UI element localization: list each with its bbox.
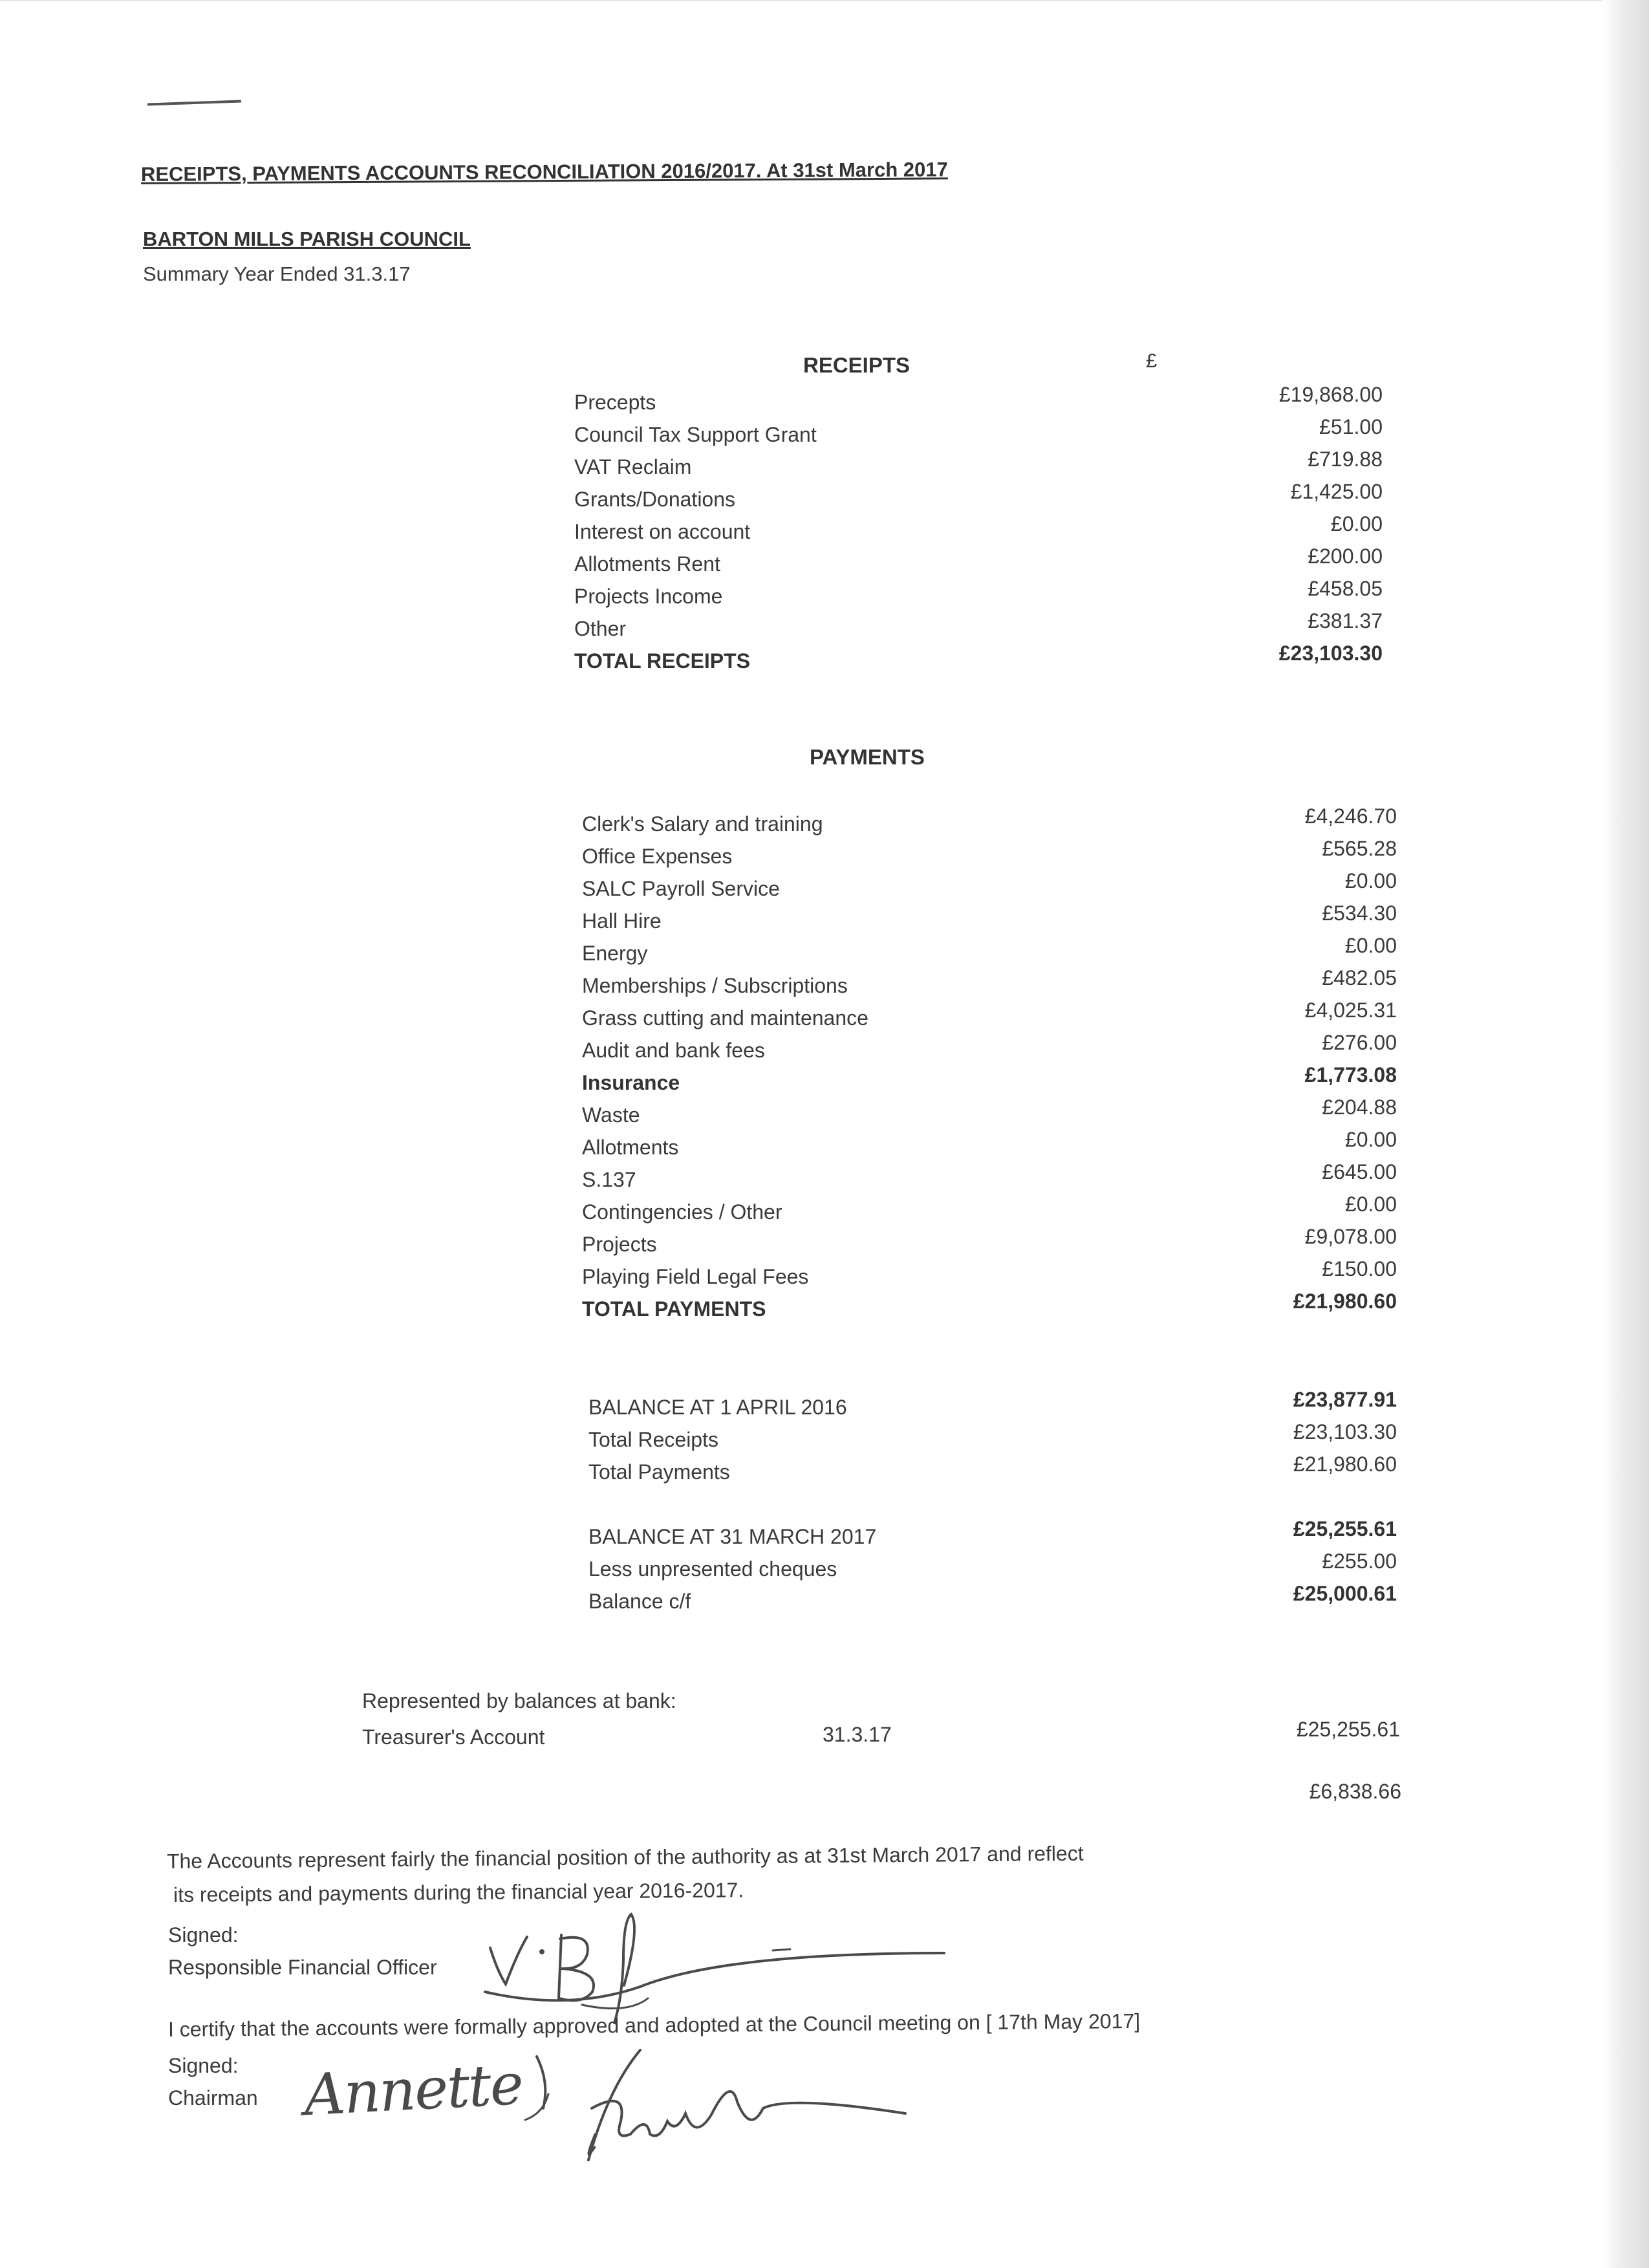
row-amount: £255.00 [1322,1550,1397,1573]
payments-heading: PAYMENTS [810,745,925,769]
currency-header: £ [1146,349,1158,372]
scan-top-edge [0,0,1610,1]
row-amount: £565.28 [1322,837,1397,860]
row-label: Total Receipts [588,1428,718,1451]
row-label: Grants/Donations [574,488,736,511]
closing-balance-row [588,1517,1397,1557]
chairman-signature-flourish [517,2037,931,2173]
row-amount: £4,246.70 [1304,805,1397,828]
total-payments-row [582,1290,1397,1330]
table-row [582,837,1397,877]
rfo-label: Responsible Financial Officer [168,1956,437,1979]
row-amount: £9,078.00 [1304,1225,1397,1248]
bank-balances-intro: Represented by balances at bank: [362,1689,676,1712]
signed-label-rfo: Signed: [168,1923,239,1947]
row-label: Other [574,617,627,640]
additional-amount: £6,838.66 [1309,1780,1401,1803]
insurance-row [582,1063,1397,1103]
table-row [582,805,1397,845]
row-amount: £1,425.00 [1290,480,1383,503]
row-amount: £23,877.91 [1293,1388,1397,1411]
row-amount: £21,980.60 [1293,1290,1397,1313]
table-row [574,383,1383,423]
account-date: 31.3.17 [823,1723,892,1746]
row-label: Energy [582,942,648,965]
row-label: BALANCE AT 31 MARCH 2017 [588,1525,877,1548]
summary-subtitle: Summary Year Ended 31.3.17 [143,263,411,285]
table-row [582,1193,1397,1233]
row-label: SALC Payroll Service [582,877,780,900]
row-amount: £150.00 [1322,1257,1397,1280]
table-row [574,545,1383,585]
row-label: Balance c/f [588,1590,691,1613]
row-amount: £0.00 [1344,934,1397,957]
table-row [582,1225,1397,1265]
row-label: Grass cutting and maintenance [582,1006,868,1030]
statement-line-2: its receipts and payments during the financial year 2016-2017. [173,1878,744,1906]
row-amount: £200.00 [1308,545,1383,568]
row-label: Projects Income [574,585,723,608]
row-amount: £25,000.61 [1293,1582,1397,1605]
chairman-label: Chairman [168,2086,258,2110]
account-label: Treasurer's Account [362,1725,545,1749]
table-row [588,1550,1397,1590]
row-amount: £645.00 [1322,1160,1397,1183]
row-amount: £534.30 [1322,902,1397,925]
table-row [582,1031,1397,1071]
row-label: TOTAL PAYMENTS [582,1297,766,1321]
row-amount: £482.05 [1322,966,1397,989]
table-row [574,415,1383,455]
row-amount: £25,255.61 [1293,1517,1397,1540]
table-row [582,1128,1397,1168]
balance-cf-row [588,1582,1397,1622]
scan-edge-shadow [1602,0,1649,2268]
total-receipts-row [574,642,1383,682]
row-amount: £204.88 [1322,1096,1397,1119]
table-row [582,869,1397,909]
row-amount: £0.00 [1344,1128,1397,1151]
row-label: Office Expenses [582,845,733,868]
approval-statement: I certify that the accounts were formally approved and adopted at the Council meeting on [ 17th May 2017] [167,2009,1141,2041]
row-amount: £1,773.08 [1304,1063,1397,1086]
row-label: Projects [582,1233,657,1256]
table-row [574,448,1383,488]
row-label: S.137 [582,1168,636,1191]
table-row [588,1420,1397,1460]
row-label: Waste [582,1103,640,1127]
table-row [582,966,1397,1006]
row-label: Audit and bank fees [582,1039,765,1062]
account-amount: £25,255.61 [1296,1718,1400,1741]
row-label: Playing Field Legal Fees [582,1265,809,1288]
table-row [582,1257,1397,1297]
row-label: Less unpresented cheques [588,1557,837,1581]
table-row [588,1453,1397,1493]
row-label: Precepts [574,391,656,414]
row-amount: £4,025.31 [1304,999,1397,1022]
table-row [582,1160,1397,1200]
chairman-signature-text: Annette [302,2050,524,2129]
table-row [582,902,1397,942]
signed-label-chairman: Signed: [168,2054,239,2077]
table-row [574,512,1383,552]
row-amount: £458.05 [1308,577,1383,600]
row-label: Allotments [582,1136,679,1159]
table-row [574,577,1383,617]
row-label: Interest on account [574,520,751,543]
row-label: TOTAL RECEIPTS [574,649,751,673]
table-row [582,1096,1397,1136]
row-amount: £719.88 [1308,448,1383,471]
statement-line-1: The Accounts represent fairly the financial position of the authority as at 31st March 2017 and reflect [166,1841,1084,1873]
row-label: Allotments Rent [574,552,720,576]
row-amount: £23,103.30 [1293,1420,1397,1443]
row-amount: £381.37 [1308,609,1383,632]
row-label: Contingencies / Other [582,1200,782,1224]
row-label: Council Tax Support Grant [574,423,817,446]
table-row [582,999,1397,1039]
row-label: VAT Reclaim [574,455,692,479]
document-title: RECEIPTS, PAYMENTS ACCOUNTS RECONCILIATION 2016/2017. At 31st March 2017 [140,158,948,186]
receipts-heading: RECEIPTS [803,353,911,377]
row-label: Total Payments [588,1460,730,1484]
row-amount: £0.00 [1330,512,1383,535]
row-label: BALANCE AT 1 APRIL 2016 [588,1396,847,1419]
treasurer-account-row [362,1718,1400,1758]
table-row [574,480,1383,520]
row-label: Hall Hire [582,909,662,933]
table-row [574,609,1383,649]
table-row [582,934,1397,974]
row-amount: £0.00 [1344,1193,1397,1216]
row-amount: £21,980.60 [1293,1453,1397,1476]
row-amount: £19,868.00 [1278,383,1383,406]
row-label: Insurance [582,1071,680,1094]
chairman-signature [302,2050,524,2134]
row-label: Memberships / Subscriptions [582,974,848,997]
row-amount: £51.00 [1319,415,1383,438]
row-amount: £0.00 [1344,869,1397,892]
row-amount: £276.00 [1322,1031,1397,1054]
row-label: Clerk's Salary and training [582,812,823,836]
stray-pen-mark [147,100,241,105]
opening-balance-row [588,1388,1397,1428]
council-name: BARTON MILLS PARISH COUNCIL [143,228,471,250]
row-amount: £23,103.30 [1278,642,1383,665]
